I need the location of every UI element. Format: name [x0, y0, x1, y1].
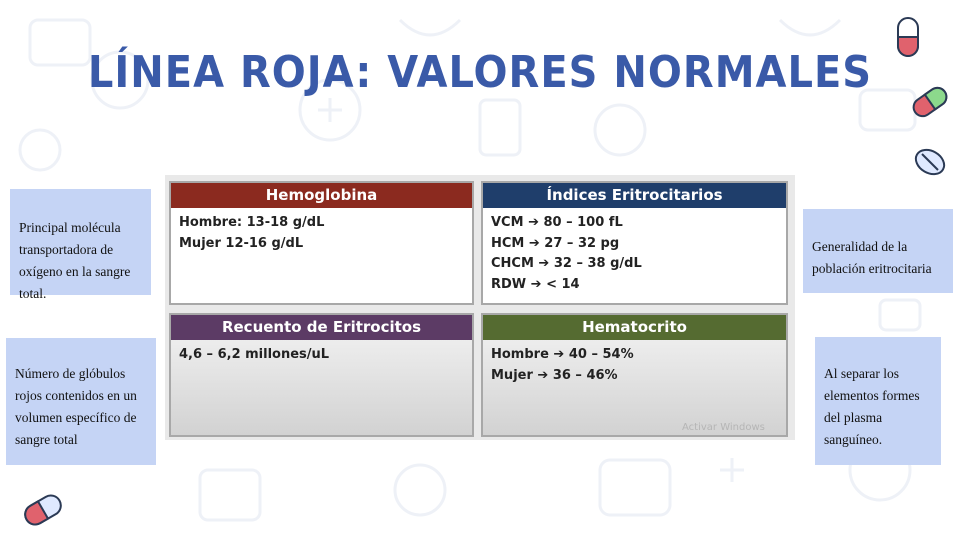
value-line: VCM ➔ 80 – 100 fL — [491, 215, 623, 230]
card-hemoglobina — [169, 181, 474, 305]
value-line: Hombre: 13-18 g/dL — [179, 215, 325, 230]
pill-icon — [908, 82, 952, 122]
card-header: Índices Eritrocitarios — [483, 183, 786, 208]
capsule-icon — [20, 490, 66, 530]
value-line: CHCM ➔ 32 – 38 g/dL — [491, 256, 642, 271]
card-header: Hematocrito — [483, 315, 786, 340]
capsule-icon — [896, 16, 922, 60]
card-hematocrito — [481, 313, 788, 437]
note-indices: Generalidad de la población eritrocitaria — [803, 209, 953, 293]
value-line: Mujer 12-16 g/dL — [179, 235, 304, 251]
note-hematocrito: Al separar los elementos formes del plasma sanguíneo. — [815, 337, 941, 465]
tablet-icon — [912, 146, 948, 178]
value-line: Hombre ➔ 40 – 54% — [491, 347, 634, 362]
page-title: LÍNEA ROJA: VALORES NORMALES — [87, 48, 873, 98]
value-line: Mujer ➔ 36 – 46% — [491, 367, 618, 383]
value-line: HCM ➔ 27 – 32 pg — [491, 235, 620, 251]
value-line: 4,6 – 6,2 millones/uL — [179, 347, 330, 362]
note-hemoglobina: Principal molécula transportadora de oxígeno en la sangre total. — [10, 189, 151, 295]
windows-watermark: Activar Windows — [682, 422, 765, 433]
card-recuento — [169, 313, 474, 437]
values-table — [165, 175, 795, 440]
card-indices — [481, 181, 788, 305]
value-line: RDW ➔ < 14 — [491, 276, 580, 292]
card-header: Recuento de Eritrocitos — [171, 315, 472, 340]
card-header: Hemoglobina — [171, 183, 472, 208]
note-recuento: Número de glóbulos rojos contenidos en un volumen específico de sangre total — [6, 338, 156, 465]
